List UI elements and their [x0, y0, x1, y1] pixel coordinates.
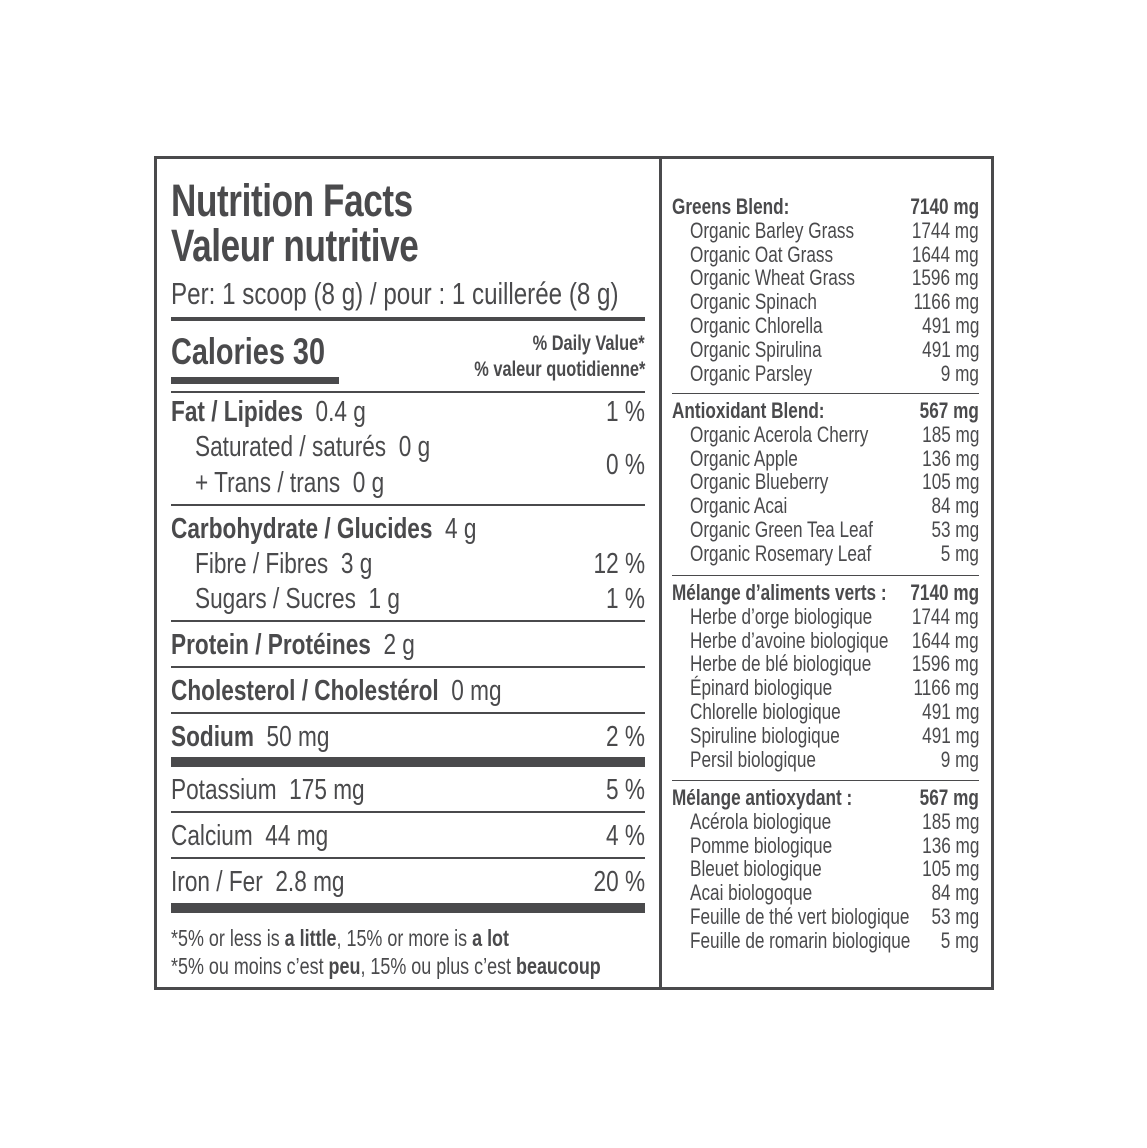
blend-ingredient — [672, 652, 979, 676]
saturated-row: Saturated / saturés 0 g — [195, 431, 431, 463]
blend-ingredient-amount: 491 mg — [921, 313, 979, 338]
blend-header-name: Antioxidant Blend: — [672, 398, 825, 423]
blend-ingredient — [672, 470, 979, 494]
divider — [171, 504, 645, 506]
blend-ingredient-name: Organic Spirulina — [690, 336, 822, 362]
blend-ingredient-amount: 5 mg — [940, 927, 979, 953]
blend-ingredient — [672, 629, 979, 653]
blend-ingredient — [672, 929, 979, 953]
title-french: Valeur nutritive — [171, 220, 419, 271]
fibre-row: Fibre / Fibres 3 g — [195, 548, 373, 580]
blend-ingredient-name: Persil biologique — [690, 746, 816, 772]
blend-ingredient-amount: 185 mg — [921, 421, 979, 447]
potassium-percent: 5 % — [606, 774, 645, 806]
divider — [171, 391, 645, 393]
blend-header-amount: 7140 mg — [910, 194, 979, 219]
blend-header-amount: 7140 mg — [910, 580, 979, 605]
blend-header-amount: 567 mg — [919, 398, 979, 423]
blend-ingredient-amount: 84 mg — [931, 493, 979, 519]
blend-ingredient — [672, 810, 979, 834]
blend-ingredient-amount: 1166 mg — [913, 675, 979, 701]
blend-ingredient-name: Bleuet biologique — [690, 856, 822, 882]
blend-ingredient — [672, 676, 979, 700]
fibre-percent: 12 % — [593, 548, 645, 580]
blend-ingredient-name: Organic Oat Grass — [690, 241, 834, 267]
blend-ingredient — [672, 423, 979, 447]
divider — [171, 620, 645, 622]
calories-underline — [171, 377, 339, 384]
blend-header-name: Greens Blend: — [672, 194, 790, 219]
serving-size: Per: 1 scoop (8 g) / pour : 1 cuillerée (8 g) — [171, 276, 619, 311]
blend-ingredient-amount: 1166 mg — [913, 289, 979, 315]
nutrition-label — [154, 156, 994, 990]
blend-ingredient-name: Organic Blueberry — [690, 469, 829, 495]
divider-bold — [171, 903, 645, 913]
blend-ingredient-amount: 136 mg — [921, 832, 979, 858]
blend-ingredient-name: Chlorelle biologique — [690, 699, 841, 724]
blend-ingredient — [672, 219, 979, 243]
blend-ingredient-amount: 1644 mg — [912, 627, 979, 653]
blend-ingredient-name: Organic Green Tea Leaf — [690, 517, 873, 542]
blend-ingredient — [672, 542, 979, 566]
divider — [171, 811, 645, 813]
blend-ingredient-name: Organic Apple — [690, 445, 798, 471]
blend-header-name: Mélange d’aliments verts : — [672, 580, 887, 605]
blend-ingredient — [672, 857, 979, 881]
sugars-percent: 1 % — [606, 583, 645, 615]
blend-header-amount: 567 mg — [919, 785, 979, 810]
blend-ingredient — [672, 748, 979, 772]
divider — [171, 712, 645, 714]
blend-ingredient — [672, 338, 979, 362]
blend-ingredient-name: Organic Barley Grass — [690, 217, 855, 243]
blend-ingredient-amount: 9 mg — [940, 360, 979, 386]
blend-ingredient-amount: 491 mg — [921, 699, 979, 724]
ingredient-blends-panel — [662, 159, 991, 987]
blend-ingredient — [672, 243, 979, 267]
daily-value-header-english: % Daily Value* — [533, 332, 645, 355]
blend-ingredient-name: Organic Wheat Grass — [690, 265, 855, 291]
blend-ingredient — [672, 290, 979, 314]
blend-ingredient-name: Organic Acai — [690, 493, 788, 519]
blend-ingredient — [672, 605, 979, 629]
protein-row: Protein / Protéines 2 g — [171, 629, 415, 661]
divider-thick — [171, 317, 645, 321]
blend-ingredient — [672, 905, 979, 929]
blend-ingredient-name: Acai biologoque — [690, 880, 813, 906]
blend-ingredient-amount: 491 mg — [921, 336, 979, 362]
blend-ingredient-name: Organic Acerola Cherry — [690, 421, 869, 447]
blend-ingredient — [672, 314, 979, 338]
blend-ingredient-name: Feuille de romarin biologique — [690, 927, 911, 953]
saturated-trans-percent: 0 % — [606, 449, 645, 481]
blend-ingredient-name: Herbe d’avoine biologique — [690, 627, 889, 653]
blend-ingredient — [672, 700, 979, 724]
blend-ingredient — [672, 881, 979, 905]
blend-ingredient-amount: 1744 mg — [912, 603, 979, 629]
blend-header-name: Mélange antioxydant : — [672, 785, 853, 810]
footnote-english: *5% or less is a little, 15% or more is a lot — [171, 925, 509, 951]
blend-ingredient-amount: 84 mg — [931, 880, 979, 906]
blend-ingredient-amount: 53 mg — [931, 517, 979, 542]
blend-ingredient-amount: 1644 mg — [912, 241, 979, 267]
potassium-row: Potassium 175 mg — [171, 774, 365, 806]
calories: Calories 30 — [171, 331, 326, 372]
blend-ingredient — [672, 724, 979, 748]
fat-row: Fat / Lipides 0.4 g — [171, 396, 366, 428]
blend-header — [672, 581, 979, 605]
blend-ingredient-name: Feuille de thé vert biologique — [690, 904, 910, 929]
title-english: Nutrition Facts — [171, 175, 413, 226]
blend-ingredient-name: Organic Parsley — [690, 360, 813, 386]
blend-ingredient-amount: 105 mg — [921, 856, 979, 882]
blend-divider — [672, 780, 979, 781]
iron-percent: 20 % — [593, 866, 645, 898]
blend-ingredient-name: Organic Rosemary Leaf — [690, 540, 872, 566]
iron-row: Iron / Fer 2.8 mg — [171, 866, 345, 898]
blend-ingredient — [672, 266, 979, 290]
footnote-french: *5% ou moins c’est peu, 15% ou plus c’est beaucoup — [171, 953, 601, 979]
blend-ingredient-name: Épinard biologique — [690, 675, 833, 701]
blend-ingredient — [672, 447, 979, 471]
blend-ingredient-amount: 1744 mg — [912, 217, 979, 243]
blend-ingredient-amount: 1596 mg — [912, 651, 979, 677]
blend-header — [672, 195, 979, 219]
divider — [171, 857, 645, 859]
sodium-row: Sodium 50 mg — [171, 721, 330, 753]
sodium-percent: 2 % — [606, 721, 645, 753]
blend-ingredient-amount: 491 mg — [921, 722, 979, 748]
blend-header — [672, 399, 979, 423]
blend-divider — [672, 575, 979, 576]
blend-ingredient-name: Spiruline biologique — [690, 722, 840, 748]
blend-ingredient — [672, 834, 979, 858]
blend-ingredient-name: Organic Spinach — [690, 289, 817, 315]
daily-value-header-french: % valeur quotidienne* — [473, 358, 645, 381]
nutrition-facts-panel — [157, 159, 659, 987]
calcium-percent: 4 % — [606, 820, 645, 852]
blend-ingredient — [672, 362, 979, 386]
blend-ingredient-name: Herbe de blé biologique — [690, 651, 872, 677]
blend-ingredient-amount: 105 mg — [921, 469, 979, 495]
divider-bold — [171, 757, 645, 767]
trans-row: + Trans / trans 0 g — [195, 467, 385, 499]
blend-ingredient-amount: 5 mg — [940, 540, 979, 566]
blend-ingredient-name: Organic Chlorella — [690, 313, 823, 338]
blend-ingredient-amount: 136 mg — [921, 445, 979, 471]
blend-divider — [672, 393, 979, 394]
fat-percent: 1 % — [606, 396, 645, 428]
blend-ingredient — [672, 518, 979, 542]
divider — [171, 666, 645, 668]
blend-ingredient-name: Herbe d’orge biologique — [690, 603, 873, 629]
blend-ingredient-amount: 185 mg — [921, 808, 979, 834]
blend-ingredient-amount: 9 mg — [940, 746, 979, 772]
carbohydrate-row: Carbohydrate / Glucides 4 g — [171, 513, 477, 545]
sugars-row: Sugars / Sucres 1 g — [195, 583, 400, 615]
blend-ingredient-amount: 1596 mg — [912, 265, 979, 291]
cholesterol-row: Cholesterol / Cholestérol 0 mg — [171, 675, 502, 707]
blend-header — [672, 786, 979, 810]
blend-ingredient — [672, 494, 979, 518]
calcium-row: Calcium 44 mg — [171, 820, 329, 852]
blend-ingredient-amount: 53 mg — [931, 904, 979, 929]
blend-ingredient-name: Pomme biologique — [690, 832, 833, 858]
blend-ingredient-name: Acérola biologique — [690, 808, 832, 834]
